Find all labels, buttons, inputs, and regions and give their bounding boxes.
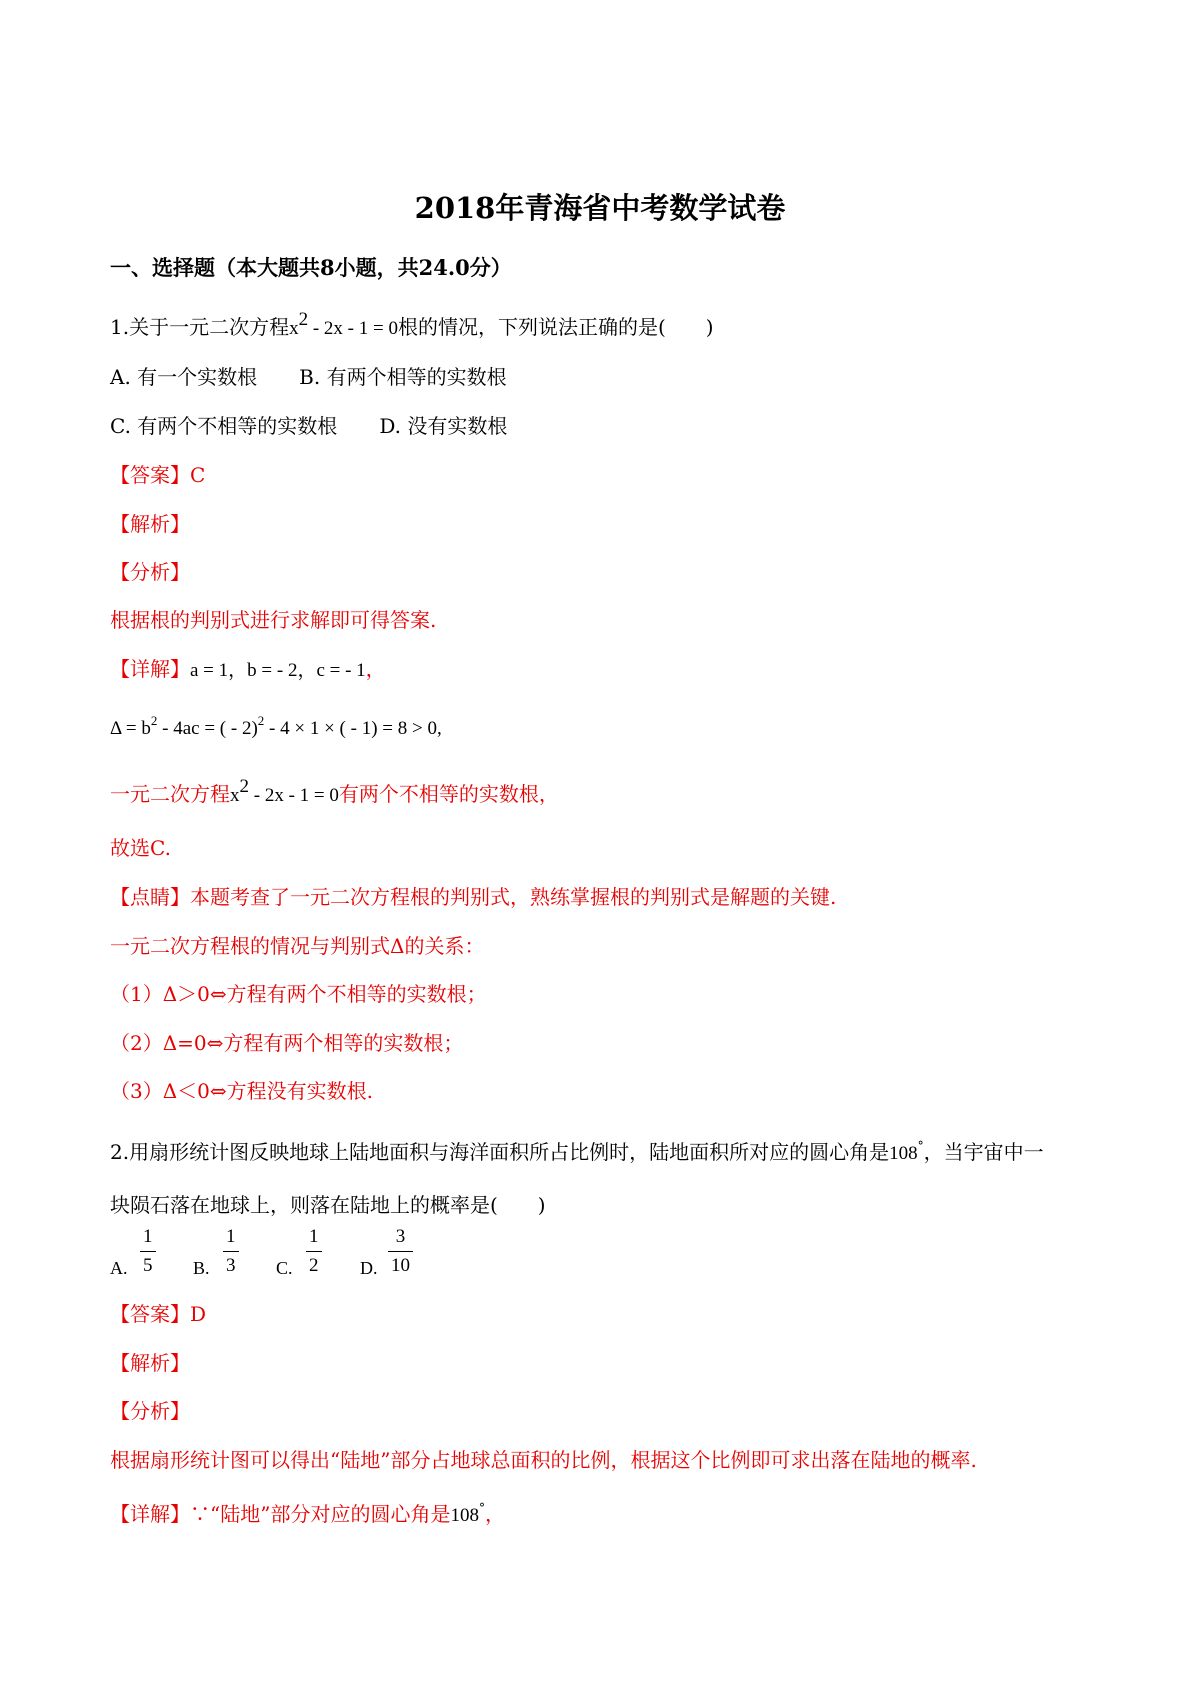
q1-options-row1 (110, 363, 507, 391)
q1-dianjing (110, 883, 836, 911)
q2-jiexi: 【解析】 (110, 1351, 190, 1375)
page-title: 2018年青海省中考数学试卷 (414, 191, 786, 225)
q2-stem-line1 (110, 1138, 1044, 1169)
q1-delta (110, 715, 442, 744)
q1-delta-a: Δ = b (110, 718, 151, 739)
q2-option-b-denominator: 3 (226, 1255, 236, 1276)
q1-stem-eq-a: x (289, 318, 299, 339)
q1-choose: 故选C. (110, 836, 171, 860)
q2-analysis: 根据扇形统计图可以得出“陆地”部分占地球总面积的比例，根据这个比例即可求出落在陆地的概率. (110, 1448, 977, 1472)
q1-detail-label: 【详解】 (110, 657, 190, 681)
q1-option-c: C. 有两个不相等的实数根 (110, 414, 338, 438)
q1-answer: 【答案】C (110, 463, 206, 487)
q1-concl-eq-sup: 2 (239, 776, 249, 797)
q2-option-c-fraction (306, 1225, 322, 1278)
q2-option-d-denominator: 10 (391, 1255, 410, 1276)
q1-options-row2 (110, 412, 507, 440)
q1-detail (110, 655, 386, 685)
q2-option-a-numerator: 1 (143, 1226, 153, 1247)
q2-options (110, 1225, 510, 1285)
q1-concl-eq-b: - 2x - 1 = 0 (249, 785, 339, 806)
q2-answer: 【答案】D (110, 1302, 207, 1326)
q1-concl-suffix: 有两个不相等的实数根， (338, 782, 559, 806)
q1-stem-eq-sup: 2 (298, 309, 309, 330)
q2-fenxi: 【分析】 (110, 1399, 190, 1423)
fraction-bar (223, 1251, 239, 1252)
fraction-bar (140, 1251, 156, 1252)
q2-detail (110, 1500, 505, 1531)
q2-detail-angle: 108 (450, 1505, 479, 1526)
q1-detail-eq: a = 1，b = - 2，c = - 1 (190, 660, 366, 681)
q1-case-2: （2）Δ=0⇔方程有两个相等的实数根； (110, 1031, 464, 1055)
q2-option-b-letter: B. (193, 1258, 210, 1278)
q2-option-a-denominator: 5 (143, 1255, 153, 1276)
q2-detail-label: 【详解】 (110, 1502, 190, 1526)
q1-relation: 一元二次方程根的情况与判别式Δ的关系： (110, 934, 485, 958)
q2-detail-end: ， (484, 1502, 505, 1526)
q2-option-d-numerator: 3 (395, 1226, 406, 1247)
q1-delta-sup1: 2 (150, 713, 158, 728)
q1-case-3: （3）Δ＜0⇔方程没有实数根. (110, 1079, 374, 1103)
q2-option-c-numerator: 1 (309, 1226, 319, 1247)
q2-detail-text: ∵“陆地”部分对应的圆心角是 (190, 1502, 451, 1526)
q2-option-b-fraction (223, 1225, 239, 1278)
q1-stem-eq-b: - 2x - 1 = 0 (308, 318, 398, 339)
q1-delta-c: - 4 × 1 × ( - 1) = 8 > 0, (264, 718, 442, 739)
q2-angle: 108 (889, 1143, 918, 1164)
q1-detail-comma: ， (365, 657, 386, 681)
q2-option-d-fraction (388, 1225, 413, 1278)
q2-stem-prefix: 2.用扇形统计图反映地球上陆地面积与海洋面积所占比例时，陆地面积所对应的圆心角是 (110, 1140, 890, 1164)
q1-case-1: （1）Δ＞0⇔方程有两个不相等的实数根； (110, 982, 487, 1006)
q2-stem-suffix: ，当宇宙中一 (923, 1140, 1044, 1164)
q1-concl-eq-a: x (230, 785, 240, 806)
section-heading: 一、选择题（本大题共8小题，共24.0分） (110, 255, 512, 280)
q1-option-a: A. 有一个实数根 (110, 365, 258, 389)
q1-dianjing-label: 【点睛】 (110, 885, 190, 909)
q1-stem-prefix: 1.关于一元二次方程 (110, 315, 290, 339)
q2-stem-line2: 块陨石落在地球上，则落在陆地上的概率是( ) (110, 1193, 546, 1217)
q2-degree: ° (917, 1139, 924, 1153)
q1-stem (110, 309, 714, 343)
q1-option-b: B. 有两个相等的实数根 (299, 365, 507, 389)
q2-option-d-letter: D. (360, 1258, 378, 1278)
q2-option-a-fraction (140, 1225, 156, 1278)
q1-option-d: D. 没有实数根 (379, 414, 508, 438)
q2-option-c-letter: C. (276, 1258, 293, 1278)
q1-stem-suffix: 根的情况，下列说法正确的是( ) (397, 315, 714, 339)
q1-analysis: 根据根的判别式进行求解即可得答案. (110, 608, 437, 632)
q1-delta-b: - 4ac = ( - 2) (157, 718, 258, 739)
q2-detail-degree: ° (478, 1501, 485, 1515)
fraction-bar (388, 1251, 413, 1252)
q1-conclusion (110, 776, 559, 810)
q1-jiexi: 【解析】 (110, 512, 190, 536)
q1-fenxi: 【分析】 (110, 560, 190, 584)
q2-option-b-numerator: 1 (226, 1226, 236, 1247)
q2-option-c-denominator: 2 (309, 1255, 319, 1276)
fraction-bar (306, 1251, 322, 1252)
q1-concl-prefix: 一元二次方程 (110, 782, 230, 806)
q1-dianjing-text: 本题考查了一元二次方程根的判别式，熟练掌握根的判别式是解题的关键. (190, 885, 837, 909)
q1-delta-sup2: 2 (257, 713, 265, 728)
q2-option-a-letter: A. (110, 1258, 128, 1278)
